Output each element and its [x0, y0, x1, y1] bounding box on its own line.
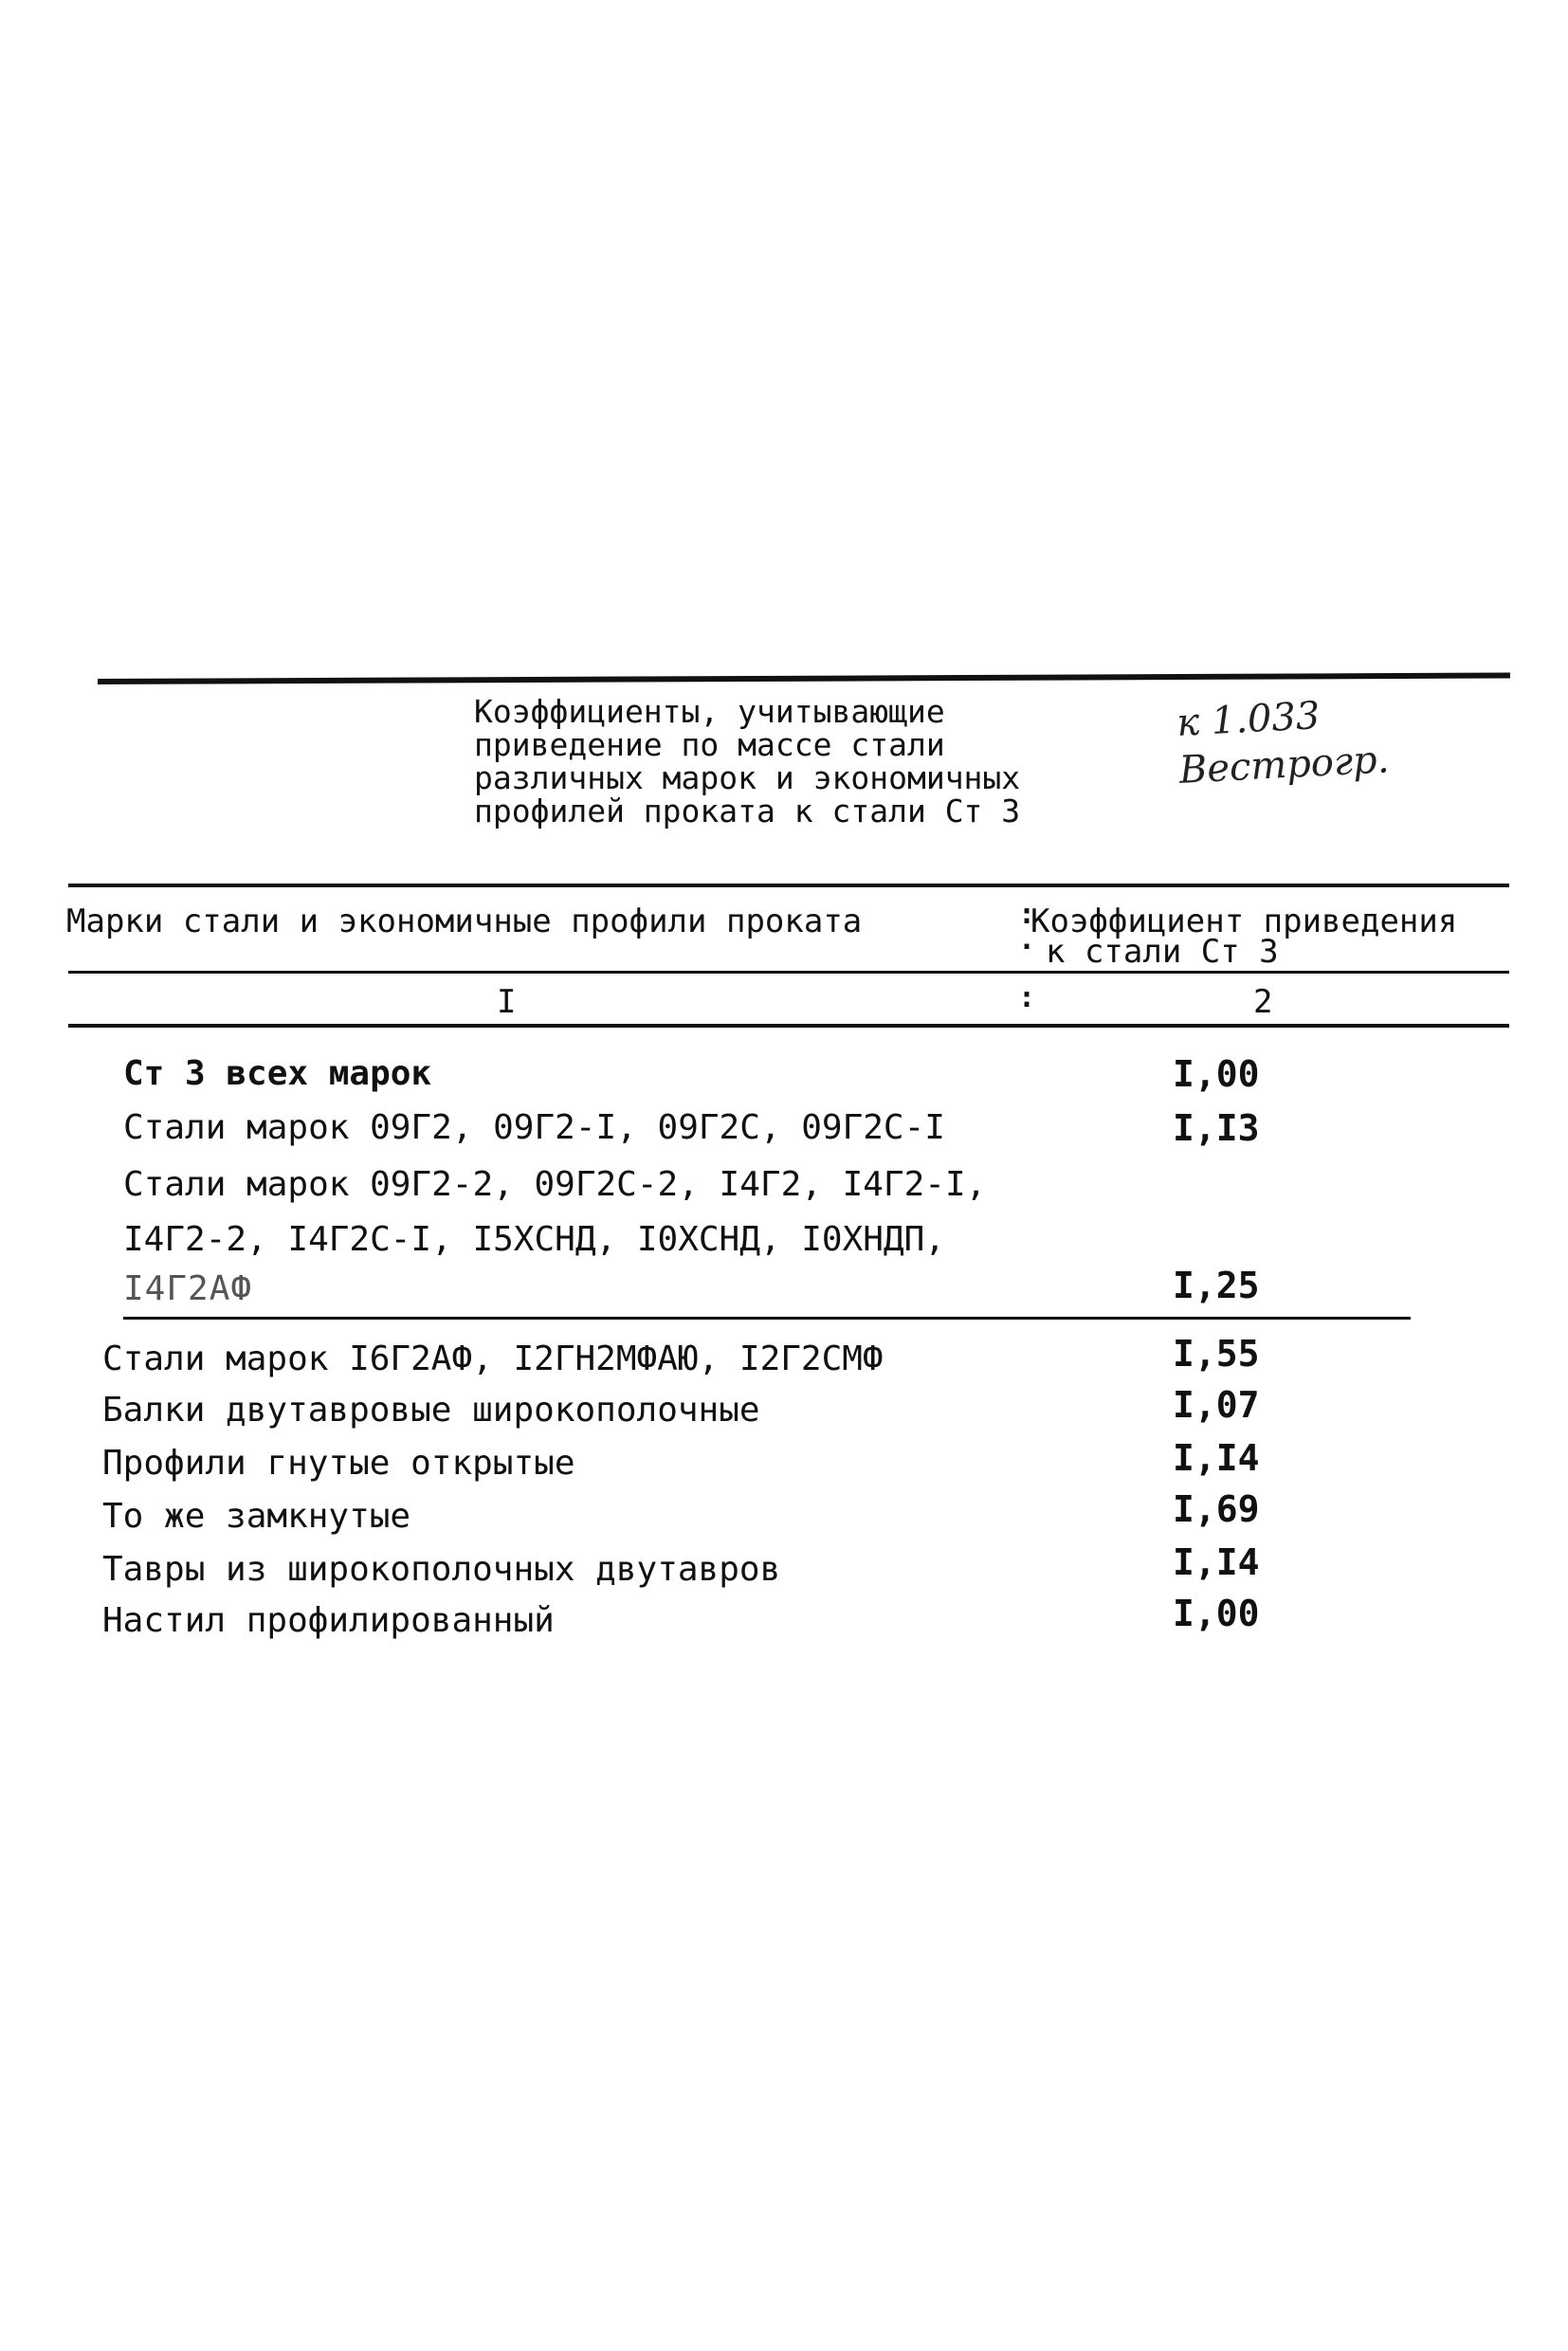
- title-line-1: Коэффициенты, учитывающие: [474, 693, 945, 730]
- table-row-value: I,00: [1173, 1593, 1260, 1634]
- table-row-label: Стали марок 09Г2, 09Г2-I, 09Г2С, 09Г2С-I: [123, 1108, 945, 1147]
- header-mid-rule: [68, 971, 1509, 974]
- header-col2-number: 2: [1253, 983, 1273, 1021]
- table-row-value: I,07: [1173, 1384, 1260, 1426]
- handwritten-note-line-1: к 1.033: [1176, 694, 1322, 745]
- table-row-value: I,69: [1173, 1488, 1260, 1530]
- table-title: [474, 695, 1138, 828]
- table-row-label: То же замкнутые: [102, 1497, 411, 1536]
- handwritten-note: [1176, 684, 1465, 794]
- header-col1: Марки стали и экономичные профили проката: [66, 902, 863, 940]
- header-bottom-rule: [68, 1024, 1509, 1028]
- table-row-label: Профили гнутые открытые: [102, 1444, 575, 1483]
- header-col1-number: I: [497, 983, 517, 1021]
- table-row-label: Настил профилированный: [102, 1601, 555, 1640]
- table-row-value: I,I4: [1173, 1437, 1260, 1479]
- table-row-label: Тавры из широкополочных двутавров: [102, 1550, 781, 1589]
- table-row-label: Балки двутавровые широкополочные: [102, 1391, 760, 1430]
- column-separator-numbers: :: [1018, 981, 1036, 1014]
- table-row-label-line-3: I4Г2АФ: [123, 1269, 253, 1308]
- header-col2-line2: к стали Ст 3: [1046, 933, 1279, 971]
- column-separator-mid: ·: [1018, 931, 1036, 964]
- table-row-value: I,I4: [1173, 1541, 1260, 1583]
- column-separator-top: :: [1018, 898, 1036, 931]
- top-rule: [98, 672, 1510, 684]
- table-row-value: I,25: [1173, 1265, 1260, 1306]
- title-line-2: приведение по массе стали: [474, 726, 945, 763]
- header-top-rule: [68, 884, 1509, 887]
- table-row-value: I,I3: [1173, 1107, 1260, 1149]
- table-row-label: Ст 3 всех марок: [123, 1054, 432, 1093]
- table-row-label-line-1: Стали марок 09Г2-2, 09Г2С-2, I4Г2, I4Г2-I,: [123, 1165, 987, 1204]
- table-row-label-line-2: I4Г2-2, I4Г2С-I, I5ХСНД, I0ХСНД, I0ХНДП,: [123, 1220, 945, 1259]
- title-line-4: профилей проката к стали Ст 3: [474, 793, 1021, 829]
- table-row-value: I,00: [1173, 1053, 1260, 1095]
- table-row-label: Стали марок I6Г2АФ, I2ГН2МФАЮ, I2Г2СМФ: [102, 1340, 884, 1378]
- header-col2-line1: Коэффициент приведения: [1030, 902, 1458, 940]
- title-line-3: различных марок и экономичных: [474, 759, 1021, 796]
- section-divider-rule: [123, 1317, 1411, 1320]
- handwritten-note-line-2: Вестрогр.: [1177, 738, 1391, 793]
- table-row-value: I,55: [1173, 1333, 1260, 1375]
